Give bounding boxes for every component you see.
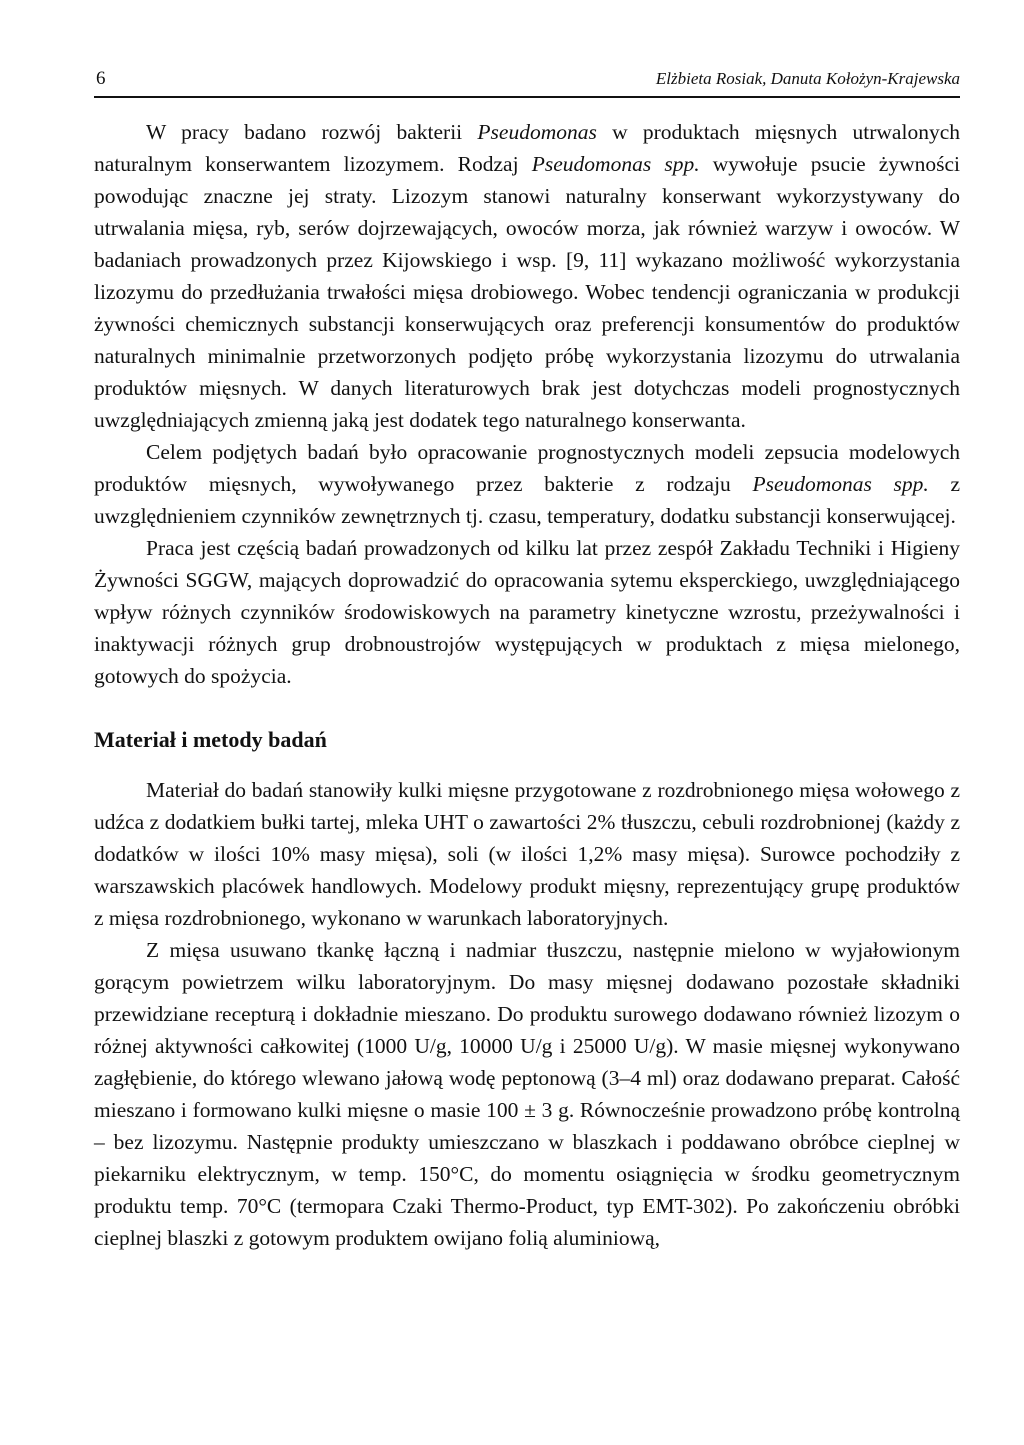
intro-paragraph-1: W pracy badano rozwój bakterii Pseudomonas w produktach mięsnych utrwalonych naturalnym konserwantem lizozymem. Rodzaj Pseudomonas spp. wywołuje psucie żywności powodując znaczne jej straty. Lizozym stanowi naturalny konserwant wykorzystywany do utrwalania mięsa, ryb, serów dojrzewających, owoców morza, jak również warzyw i owoców. W badaniach prowadzonych przez Kijowskiego i wsp. [9, 11] wykazano możliwość wykorzystania lizozymu do przedłużania trwałości mięsa drobiowego. Wobec tendencji ograniczania w produkcji żywności chemicznych substancji konserwujących oraz preferencji konsumentów do produktów naturalnych minimalnie przetworzonych podjęto próbę wykorzystania lizozymu do utrwalania produktów mięsnych. W danych literaturowych brak jest dotychczas modeli prognostycznych uwzględniających zmienną jaką jest dodatek tego naturalnego konserwanta. — [94, 120, 961, 432]
document-page — [94, 62, 960, 1254]
intro-paragraph-2: Celem podjętych badań było opracowanie prognostycznych modeli zepsucia modelowych produktów mięsnych, wywoływanego przez bakterie z rodzaju Pseudomonas spp. z uwzględnieniem czynników zewnętrznych tj. czasu, temperatury, dodatku substancji konserwującej. — [94, 440, 960, 528]
page-number: 6 — [96, 68, 106, 89]
running-header — [94, 62, 960, 98]
body-text — [94, 116, 960, 1254]
running-header-authors: Elżbieta Rosiak, Danuta Kołożyn-Krajewska — [655, 69, 960, 88]
intro-paragraph-3: Praca jest częścią badań prowadzonych od kilku lat przez zespół Zakładu Techniki i Higieny Żywności SGGW, mających doprowadzić do opracowania sytemu eksperckiego, uwzględniającego wpływ różnych czynników środowiskowych na parametry kinetyczne wzrostu, przeżywalności i inaktywacji różnych grup drobnoustrojów występujących w produktach z mięsa mielonego, gotowych do spożycia. — [94, 536, 960, 688]
methods-paragraph-2: Z mięsa usuwano tkankę łączną i nadmiar tłuszczu, następnie mielono w wyjałowionym gorącym powietrzem wilku laboratoryjnym. Do masy mięsnej dodawano pozostałe składniki przewidziane recepturą i dokładnie mieszano. Do produktu surowego dodawano również lizozym o różnej aktywności całkowitej (1000 U/g, 10000 U/g i 25000 U/g). W masie mięsnej wykonywano zagłębienie, do którego wlewano jałową wodę peptonową (3–4 ml) oraz dodawano preparat. Całość mieszano i formowano kulki mięsne o masie 100 ± 3 g. Równocześnie prowadzono próbę kontrolną – bez lizozymu. Następnie produkty umieszczano w blaszkach i poddawano obróbce cieplnej w piekarniku elektrycznym, w temp. 150°C, do momentu osiągnięcia w środku geometrycznym produktu temp. 70°C (termopara Czaki Thermo-Product, typ EMT-302). Po zakończeniu obróbki cieplnej blaszki z gotowym produktem owijano folią aluminiową, — [94, 938, 960, 1250]
methods-paragraph-1: Materiał do badań stanowiły kulki mięsne przygotowane z rozdrobnionego mięsa wołowego z udźca z dodatkiem bułki tartej, mleka UHT o zawartości 2% tłuszczu, cebuli rozdrobnionej (każdy z dodatków w ilości 10% masy mięsa), soli (w ilości 1,2% masy mięsa). Surowce pochodziły z warszawskich placówek handlowych. Modelowy produkt mięsny, reprezentujący grupę produktów z mięsa rozdrobnionego, wykonano w warunkach laboratoryjnych. — [94, 778, 960, 930]
section-heading-methods: Materiał i metody badań — [94, 727, 327, 752]
